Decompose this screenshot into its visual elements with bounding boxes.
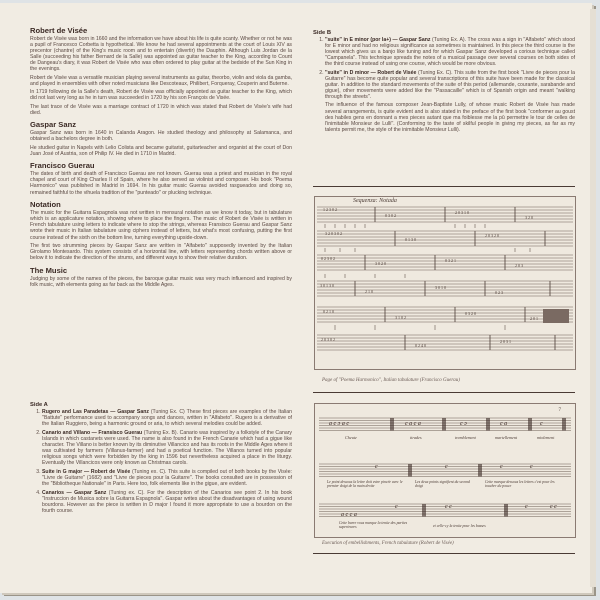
track-title: ''suite'' in E minor (por la+) — Gaspar Sanz — [325, 37, 431, 43]
svg-text:3 2 0: 3 2 0 — [525, 215, 533, 220]
paragraph: Gaspar Sanz was born in 1640 in Calanda Aragon. He studied theology and philosophy at Salamanca, and obtained a bachelors degree in both. — [30, 130, 292, 143]
svg-text:0 2 3 0 2: 0 2 3 0 2 — [321, 256, 335, 261]
figure-caption: Page of ''Poema Harmonico'', Italian tabulature (Francisco Guerau) — [322, 378, 460, 383]
section-robert-de-visee — [30, 26, 292, 116]
svg-text:3 2 0 3 0 2: 3 2 0 3 0 2 — [325, 231, 342, 236]
figure-embellishments — [314, 403, 576, 538]
label-tremblement: tremblement — [455, 435, 476, 440]
svg-text:c ɔ: c ɔ — [460, 421, 467, 427]
label-tirades: tirades — [410, 435, 422, 440]
svg-text:2 0 3 0 2: 2 0 3 0 2 — [321, 337, 335, 342]
svg-text:0 1 3 0: 0 1 3 0 — [405, 237, 416, 242]
svg-text:2 0 3 1 0: 2 0 3 1 0 — [455, 210, 469, 215]
side-a-tracklist — [30, 402, 292, 517]
svg-text:2 1 0: 2 1 0 — [365, 289, 373, 294]
paragraph: The first two strumming pieces by Gaspar Sanz are written in ''Alfabeto'' supposedly invented by the Italian Girolamo Montesardo. This system consists of a horizontal line, with letters representing chords written above or below it to indicate the direction of the strums, and different ways to show their relative duration. — [30, 242, 292, 261]
section-the-music — [30, 266, 292, 288]
svg-text:c: c — [445, 464, 448, 470]
track-item — [42, 430, 292, 467]
svg-text:0 3 2 0: 0 3 2 0 — [465, 311, 476, 316]
track-description: (Tuning Ex. C) These first pieces are examples of the Italian ''Battute'' performance used to accompany songs and dances, written in ''Alfabeto''. Rugero is a derivative of the Italian Ruggiero, being a harmonic ground or aria, to which several melodies could be added. — [42, 409, 292, 428]
section-title: The Music — [30, 265, 68, 275]
svg-text:c c: c c — [445, 504, 452, 510]
french-tablature-staves — [315, 404, 575, 537]
ornament-block — [543, 309, 569, 323]
paragraph: Judging by some of the names of the pieces, the baroque guitar music was very much influenced and inspired by folk music, with elements going as far back as the Middle Ages. — [30, 275, 292, 288]
svg-text:2 0 3 1: 2 0 3 1 — [500, 339, 511, 344]
svg-text:c a: c a — [500, 421, 508, 427]
svg-text:c c: c c — [550, 504, 557, 510]
track-item — [325, 37, 575, 67]
svg-text:0 3 2 1: 0 3 2 1 — [445, 258, 456, 263]
section-title: Gaspar Sanz — [30, 120, 77, 130]
divider-rule — [313, 392, 575, 393]
track-title: ''suite'' in D minor — Robert de Visée — [325, 69, 417, 76]
svg-text:2 0 1: 2 0 1 — [530, 316, 538, 321]
svg-text:0 3 0 2: 0 3 0 2 — [385, 213, 396, 218]
side-b-tracklist — [313, 30, 575, 135]
section-francisco-guerau — [30, 161, 292, 195]
track-title: Rugero and Las Paradetas — Gaspar Sanz — [42, 409, 149, 415]
figure-caption: Execution of embellishments, French tabulature (Robert de Visée) — [322, 541, 454, 546]
track-description: (Tuning Ex. C). This suite from the first book ''Livre de pieces pour la Guitarre'' has become quite popular and several transcriptions of this suite have been made for the classical guitar. In addition to the standard movements of the suite of this period (allemande, courante, sarabande and gigue), other movements were added like the ''Passacaille'' which is of Spanish origin and meant ''walking through the streets''. — [325, 69, 575, 101]
left-column — [30, 26, 292, 292]
track-description: (Tuning ex. C). This suite is compiled out of both books by the Visée: ''Livre de Guitarre'' (1682) and ''Livre de pieces pour la Guitarre''. The books consulted are in possession of the ''Bibliotheque Nationale'' in Paris. Here too, folk elements like in the gigue, are evident. — [42, 468, 292, 488]
label-cheute: Cheute — [345, 435, 357, 440]
section-title: Robert de Visée — [30, 26, 88, 35]
side-a-title: Side A — [30, 402, 48, 408]
section-gaspar-sanz — [30, 120, 292, 157]
svg-text:c: c — [375, 464, 378, 470]
svg-text:c: c — [540, 421, 543, 427]
section-notation — [30, 200, 292, 261]
track-description: (Tuning Ex. A). The cross was a sign in ''Alfabeto'' which stood for E minor and had no religious significance as sometimes is maintained. In this piece the third course is the lowest which gives us a banjo like tuning and for which Gaspar Sanz developed a corious technique called ''Campanela''. This technique spreads the notes of a musical passage over several courses on both sides of the third course instead of using one course, which would be more obvious. — [325, 37, 575, 68]
svg-text:c a c a: c a c a — [405, 421, 421, 427]
label-martellement: martellement — [495, 435, 518, 440]
paragraph: The influence of the famous composer Jean-Baptiste Lully, of whose music Robert de Visée has made several arrangements, is quite evident and is also stated in the preface of the first book ''conformer au goust des habiles gens en donnant a mes pieces autant que ma foiblesse me la pû permettre le tour de celles de l'inimitable Monsieur de Lulli''. (Conforming to the taste of skilful people in giving my pieces, as far as my talents permit me, the style of the inimitable Monsieur Lulli). — [325, 102, 575, 133]
svg-text:3 1 0 2: 3 1 0 2 — [395, 315, 406, 320]
svg-text:0 2 4 0: 0 2 4 0 — [415, 343, 426, 348]
row2-label-3: Cette marque dessous les lettres c'est pour les toucher du pouce — [485, 480, 555, 489]
row3-label-1: Cette barre vous marque la tenüe des parties superieures — [339, 521, 408, 530]
svg-text:2 0 3: 2 0 3 — [515, 263, 523, 268]
svg-text:2 0 3 2 0: 2 0 3 2 0 — [485, 233, 499, 238]
paragraph: The last trace of de Visée was a marriage contract of 1720 in which was stated that Robert de Visée's wife had died. — [30, 103, 292, 116]
figure-poema-harmonico — [314, 196, 576, 370]
track-description: (Tuning Ex. B). Canario was inspired by a folkstyle of the Canary Islands in which castanets were used. The name is also found in the French Canarie which had a gigue like character. The Villano is better known by its diminutive Villancico and has its roots in the Middle Ages where it was cultivated by farmers (Villanus-farmer) and had a poetical function. The Villanos turned into popular religious songs which were forbidden by the king in 1596 but nevertheless acquired a place in the liturgy. Eventually the Villancicos were only known as Christmas carols. — [42, 429, 292, 467]
track-item — [42, 469, 292, 487]
svg-text:c: c — [395, 504, 398, 510]
paragraph: The dates of birth and death of Francisco Guerau are not known. Guerau was a priest and musician in the royal chapel and court of King Charles II of Spain, where he also served as violinist and composer. His book ''Poema Harmonico'' was published in Madrid in 1694. In his guitar music Guerau avoided rasgueados and doing so, remained faithful to the vihuela tradition of the ''punteado'' or plucking technique. — [30, 171, 292, 196]
divider-rule — [313, 553, 575, 554]
paragraph: He studied guitar in Napels with Lelio Colista and became guitarist, guitarteacher and organist at the court of Don Juan José of Austria, son of Philip IV. He died in 1710 in Madrid. — [30, 144, 292, 157]
section-title: Notation — [30, 200, 61, 210]
svg-text:c: c — [530, 464, 533, 470]
divider-rule — [313, 186, 575, 187]
paragraph: The music for the Guitarra Espagnola was not written in mensural notation as we know it today, but in tabulature which is an applicature notation, showing where to place the fingers. The music of Robert de Visée is written in French tabulature using letters to indicate where to stop the strings, whereas Fransisco Guerau and Gaspar Sanz wrote their music in Italian tabulature using ciphers instead of letters, but what's most confusing, putting the first course instead of the sixth on the bottom line, turning everything upside-down. — [30, 210, 292, 241]
row2-label-1: Le point dessous la lettre doit estre pincée avec le premier doigt de la main droite — [327, 480, 403, 489]
side-b-title: Side B — [313, 30, 332, 36]
section-title: Francisco Guerau — [30, 161, 95, 171]
figure-heading: Sequenza: Notada — [353, 198, 397, 204]
paragraph: In 1719 following de la Salle's death, Robert de Visée was officially appointed as guitar teacher to the King, which did not last very long as he in turn was succeeded in 1720 by his son François de Visée. — [30, 89, 292, 102]
svg-text:c: c — [525, 504, 528, 510]
svg-text:3 0 2 0: 3 0 2 0 — [375, 261, 386, 266]
row2-label-2: Les deux points signifient du second doigt — [415, 480, 470, 489]
track-item — [42, 490, 292, 514]
label-miolement: miolement — [537, 435, 555, 440]
paragraph: Robert de Visée was a versatile musician playing several instruments as guitar, theorbo, violin and viola da gamba, and played in ensembles with other noted musicians like Descoteaux, Philibert, Forqueray, Couperin and Buterne. — [30, 74, 292, 87]
svg-text:0 2 3: 0 2 3 — [495, 290, 503, 295]
svg-text:a c ɔ a c: a c ɔ a c — [329, 421, 349, 427]
svg-text:1 2 3 0 2: 1 2 3 0 2 — [323, 207, 337, 212]
row3-label-2: et celle-cy la tenüe pour les basses — [433, 524, 486, 528]
svg-text:c: c — [500, 464, 503, 470]
track-title: Suite in G major — Robert de Visée — [42, 468, 131, 475]
sheet-edge — [590, 9, 596, 587]
track-item — [42, 409, 292, 427]
svg-text:a c c a: a c c a — [341, 512, 357, 518]
svg-text:0 2 1 0: 0 2 1 0 — [323, 309, 334, 314]
track-title: Canarios — Gaspar Sanz — [42, 489, 107, 496]
tablature-staves — [315, 197, 575, 369]
track-title: Canario and Villano — Fransisco Guerau — [42, 429, 143, 436]
paragraph: Robert de Visée was born in 1660 and the information we have about his life is quite scanty. Whether or not he was a pupil of Francesco Corbetta is hypothetical. We know he had several appointments at the court of Louis XIV as precentor (chantre) of the King's music room and to entertain (divertir) the Dauphin. Although Luis Jordan de la Salle (succeeding his father Bernard de la Salle) was appointed as guitar teacher to the King, according to Count de Dangeau's diary, it was Robert de Visée who was often ordered to play guitar at the bedside of the Sun King in the evenings. — [30, 36, 292, 73]
page-number: 7 — [558, 408, 561, 413]
track-description: (Tuning ex. C). For the description of the Canarios see point 2. In his book ''Instruccion de Musica sobre la Guitarra Espagnola''. Gaspar writes about the disadvantages of using wound bourdons. However as the piece is written in D major I found it more appropriate to use a bourdon on the fourth course. — [42, 489, 292, 514]
svg-text:3 0 1 3 0: 3 0 1 3 0 — [320, 283, 334, 288]
svg-text:3 0 1 0: 3 0 1 0 — [435, 285, 446, 290]
track-item — [325, 70, 575, 133]
